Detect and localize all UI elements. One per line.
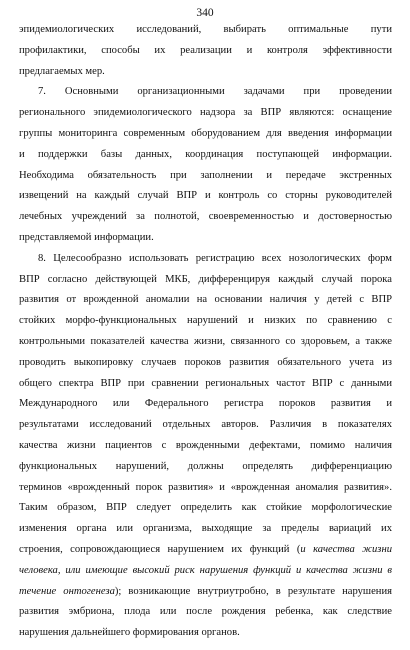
text-line-mixed: [19, 582, 392, 603]
italic-run: течение онтогенеза: [19, 585, 115, 597]
text-line: профилактики, способы их реализации и контроля эффективности: [19, 44, 392, 56]
text-line: развития эмбриона, плода или после рождения ребенка, как следствие: [19, 606, 392, 618]
text-line: результатами исследований отдельных авторов. Различия в показателях: [19, 419, 392, 431]
text-line: терминов «врожденный порок развития» и «врожденная аномалия развития».: [19, 481, 392, 493]
page-number: 340: [196, 7, 214, 19]
text-line: лечебных учреждений за полнотой, своевременностью и достоверностью: [19, 211, 392, 223]
text-line: предлагаемых мер.: [19, 65, 105, 77]
italic-run: и качества жизни: [300, 543, 392, 555]
paragraph-8-first-line: 8. Целесообразно использовать регистрацию всех нозологических форм: [38, 252, 392, 264]
text-line: регионального эпидемиологического надзора за ВПР являются: оснащение: [19, 107, 392, 119]
text-line: Международного или Федерального регистра пороков развития и: [19, 398, 392, 410]
text-run: ); возникающие внутриутробно, в результате нарушения: [114, 585, 392, 597]
text-line: Необходима обязательность при заполнении и передаче экстренных: [19, 169, 392, 181]
text-run: строения, сопровождающиеся нарушением их функций (: [19, 543, 301, 555]
text-line: общего спектра ВПР при сравнении региональных частот ВПР с данными: [19, 377, 392, 389]
text-line: развития от врожденной аномалии на основании наличия у детей с ВПР: [19, 294, 392, 306]
text-line: извещений на каждый случай ВПР и контроль со сторны руководителей: [19, 190, 392, 202]
text-line: представляемой информации.: [19, 231, 154, 243]
text-line: функциональных нарушений, должны определять дифференциацию: [19, 460, 392, 472]
text-line: стойких морфо-функциональных нарушений и низких по сравнению с: [19, 315, 392, 327]
text-line: ВПР согласно действующей МКБ, дифференцируя каждый случай порока: [19, 273, 392, 285]
text-line: и поддержки базы данных, координация поступающей информации.: [19, 148, 392, 160]
text-line-mixed: [19, 540, 392, 561]
text-line: проводить выкопировку случаев пороков развития обязательного учета из: [19, 356, 392, 368]
text-line: изменения органа или организма, выходящие за пределы вариаций их: [19, 523, 392, 535]
text-line-italic: [19, 561, 392, 582]
italic-run: человека, или имеющие высокий риск нарушения функций и качества жизни в: [19, 564, 392, 576]
body-text: [19, 20, 392, 644]
text-line: нарушения дальнейшего формирования органов.: [19, 627, 240, 639]
text-line: Таким образом, ВПР следует определить как стойкие морфологические: [19, 502, 392, 514]
text-line: качества жизни пациентов с врожденными дефектами, помимо наличия: [19, 439, 392, 451]
text-line: группы мониторинга современным оборудованием для введения информации: [19, 127, 392, 139]
paragraph-7-first-line: 7. Основными организационными задачами при проведении: [38, 86, 392, 98]
text-line: эпидемиологических исследований, выбирать оптимальные пути: [19, 24, 392, 35]
text-line: контрольными показателей качества жизни, связанного со здоровьем, а также: [19, 335, 392, 347]
